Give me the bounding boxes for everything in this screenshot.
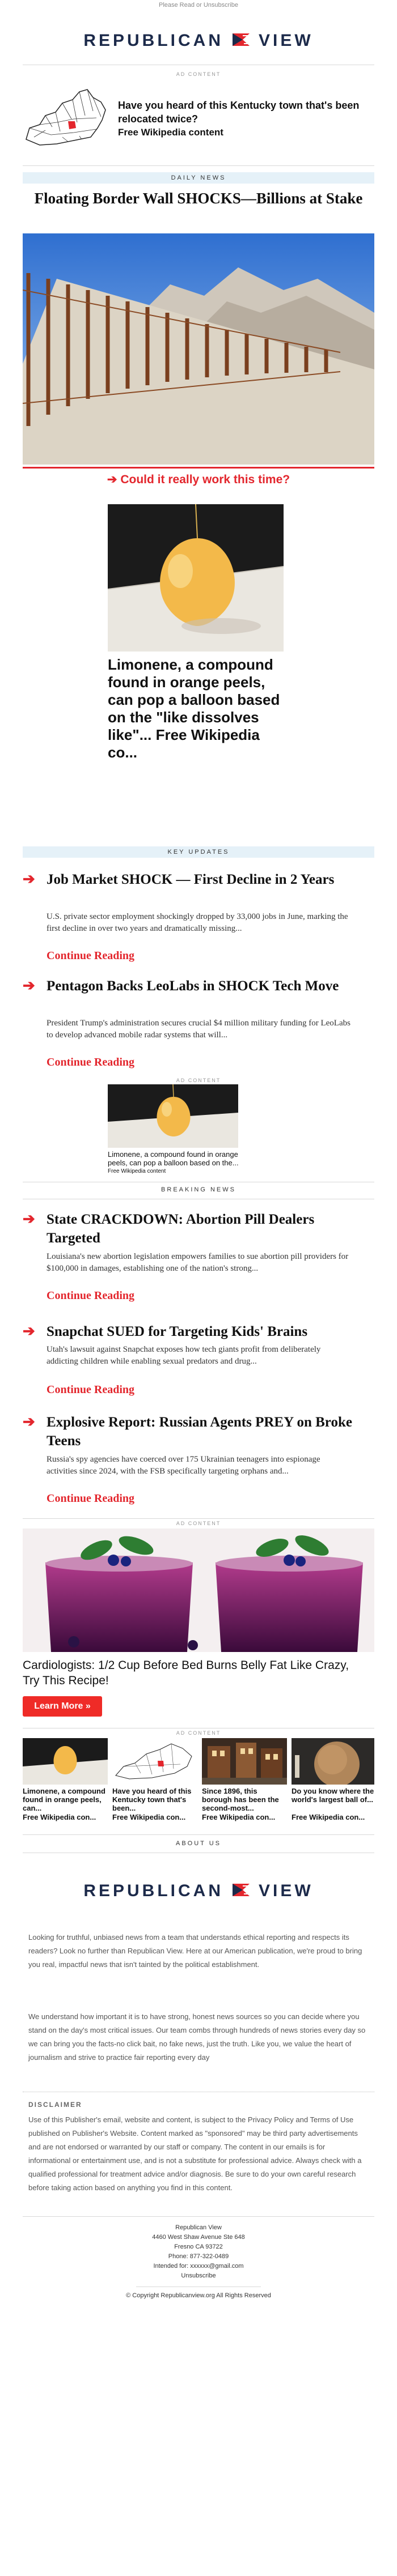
news-item-title[interactable]: Explosive Report: Russian Agents PREY on Broke Teens: [47, 1415, 352, 1449]
ad-grid-caption[interactable]: Have you heard of this Kentucky town that's been...: [112, 1787, 192, 1812]
footer-phone: Phone: 877-322-0489: [168, 2253, 229, 2260]
news-item-body: President Trump's administration secures crucial $4 million military funding for LeoLabs to develop advanced mobile radar systems that will...: [47, 1019, 350, 1040]
section-band-key-updates: KEY UPDATES: [23, 846, 374, 858]
disclaimer-text: Use of this Publisher's email, website and content, is subject to the Privacy Policy and Terms of Use published on Publisher's Website. Content marked as "sponsored" may be third party advertisements and are not endorsed or warranted by our staff or company. The content in our emails is for informational or entertainment use, and is not a substitute for professional advice. Always check with a qualified professional for treatment advice and/or diagnosis. Be sure to do your own careful research before taking action based on anything you find in this content.: [28, 2115, 362, 2192]
footer-name: Republican View: [175, 2224, 222, 2231]
about-paragraph: Looking for truthful, unbiased news from a team that understands ethical reporting and respects its readers? Look no further than Republican View. Here at our American publication, we're proud to bring you real, impactful news that isn't tainted by the political establishment.: [28, 1933, 362, 1969]
logo-word-right: VIEW: [259, 1881, 314, 1900]
ad-grid-sponsor: Free Wikipedia con...: [112, 1813, 186, 1821]
divider: [23, 2216, 374, 2217]
footer-address-block: [23, 2223, 374, 2281]
ad-grid-card[interactable]: [23, 1738, 108, 1829]
news-item-body: U.S. private sector employment shockingly dropped by 33,000 jobs in June, marking the first decline in over two years and dramatically missing...: [47, 912, 348, 933]
news-item-title[interactable]: Job Market SHOCK — First Decline in 2 Years: [47, 872, 335, 887]
news-item-body: Louisiana's new abortion legislation empowers families to sue abortion pill providers for $100,000 in damages, establishing one of the nation's strong...: [47, 1252, 349, 1273]
footer-logo[interactable]: [23, 1881, 374, 1901]
limonene-large-image[interactable]: [108, 504, 284, 652]
arrow-right-icon: ➔: [23, 977, 35, 994]
arrow-right-icon: ➔: [107, 473, 117, 486]
divider: [23, 1518, 374, 1519]
ad-label: AD CONTENT: [176, 1730, 221, 1736]
learn-more-button[interactable]: Learn More »: [23, 1696, 102, 1717]
ad-grid-caption[interactable]: Do you know where the world's largest ball of...: [292, 1787, 374, 1804]
footer-address-line: 4460 West Shaw Avenue Ste 648: [152, 2234, 245, 2241]
hero-title[interactable]: Floating Border Wall SHOCKS—Billions at Stake: [34, 190, 363, 207]
news-item-title[interactable]: State CRACKDOWN: Abortion Pill Dealers Targeted: [47, 1212, 315, 1246]
about-paragraph: We understand how important it is to have strong, honest news sources so you can decide where you stand on the day's most critical issues. Our team combs through hundreds of news stories every day so we can bring you the facts-no click bait, no fake news, just the truth. Like you, we value the heart of journalism and strive to practice fair reporting every day: [28, 2012, 366, 2062]
footer-intended: Intended for: xxxxxx@gmail.com: [153, 2263, 244, 2270]
ad-grid-image[interactable]: [202, 1738, 287, 1785]
ad-grid-caption[interactable]: Since 1896, this borough has been the second-most...: [202, 1787, 279, 1812]
continue-reading-link[interactable]: Continue Reading: [47, 1289, 135, 1302]
divider: [23, 165, 374, 166]
hero-cta-text: Could it really work this time?: [120, 473, 290, 486]
continue-reading-link[interactable]: Continue Reading: [47, 949, 135, 962]
hero-cta-link[interactable]: [23, 472, 374, 487]
continue-reading-link[interactable]: Continue Reading: [47, 1383, 135, 1396]
header-logo[interactable]: [23, 31, 374, 51]
arrow-right-icon: ➔: [23, 870, 35, 887]
ad-grid-image[interactable]: [112, 1738, 197, 1785]
ad-grid-card[interactable]: [202, 1738, 287, 1829]
limonene-small-image[interactable]: [108, 1084, 238, 1148]
email-body: [23, 0, 374, 2576]
news-item-body: Utah's lawsuit against Snapchat exposes how tech giants profit from deliberately addicting children while enabling sexual predators and drug...: [47, 1345, 321, 1366]
ad-grid-sponsor: Free Wikipedia con...: [292, 1813, 365, 1821]
ad-sponsor: Free Wikipedia content: [118, 127, 223, 138]
ad-headline[interactable]: Have you heard of this Kentucky town that's been relocated twice?: [118, 100, 360, 125]
news-item-title[interactable]: Snapchat SUED for Targeting Kids' Brains: [47, 1324, 308, 1339]
unsubscribe-link[interactable]: Unsubscribe: [181, 2272, 216, 2279]
ad-grid-card[interactable]: [112, 1738, 197, 1829]
ad4-headline[interactable]: Cardiologists: 1/2 Cup Before Bed Burns Belly Fat Like Crazy, Try This Recipe!: [23, 1659, 349, 1687]
logo-word-left: REPUBLICAN: [83, 1881, 223, 1900]
ad3-sponsor: Free Wikipedia content: [108, 1168, 166, 1174]
news-item-body: Russia's spy agencies have coerced over 175 Ukrainian teenagers into espionage activities since 2024, with the FSB specifically targeting orphans and...: [47, 1455, 320, 1476]
logo-word-left: REPUBLICAN: [83, 31, 223, 50]
ad3-caption[interactable]: Limonene, a compound found in orange peels, can pop a balloon based on the...: [108, 1150, 239, 1167]
divider: [23, 1834, 374, 1835]
footer-address-line: Fresno CA 93722: [174, 2243, 223, 2250]
hero-underline: [23, 467, 374, 469]
ad-grid-sponsor: Free Wikipedia con...: [202, 1813, 276, 1821]
section-label-breaking-news: BREAKING NEWS: [161, 1186, 236, 1193]
logo-word-right: VIEW: [259, 31, 314, 50]
ad-grid-sponsor: Free Wikipedia con...: [23, 1813, 96, 1821]
ad-label: AD CONTENT: [176, 1521, 221, 1526]
continue-reading-link[interactable]: Continue Reading: [47, 1492, 135, 1505]
section-label-about-us: ABOUT US: [175, 1840, 222, 1847]
top-notice[interactable]: Please Read or Unsubscribe: [158, 2, 239, 8]
arrow-right-icon: ➔: [23, 1210, 35, 1227]
ad-label: AD CONTENT: [176, 71, 221, 77]
news-item-title[interactable]: Pentagon Backs LeoLabs in SHOCK Tech Move: [47, 978, 339, 994]
arrow-right-icon: ➔: [23, 1322, 35, 1339]
ad-grid-image[interactable]: [292, 1738, 374, 1785]
disclaimer-label: DISCLAIMER: [28, 2101, 82, 2109]
arrow-right-icon: ➔: [23, 1413, 35, 1430]
ad2-caption[interactable]: Limonene, a compound found in orange peels, can pop a balloon based on the "like dissolves like"... Free Wikipedia co...: [108, 656, 280, 761]
hero-image[interactable]: [23, 233, 374, 465]
flag-icon: [231, 1883, 251, 1900]
ad-kentucky[interactable]: [23, 79, 374, 159]
kentucky-map-image[interactable]: [23, 83, 108, 153]
section-band-daily-news: DAILY NEWS: [23, 172, 374, 184]
ad-grid-card[interactable]: [292, 1738, 374, 1829]
ad-grid-image[interactable]: [23, 1738, 108, 1785]
beet-drink-image[interactable]: [23, 1528, 374, 1652]
ad-label: AD CONTENT: [176, 1078, 221, 1083]
divider: [23, 2092, 374, 2093]
flag-icon: [231, 32, 251, 50]
ad-grid-caption[interactable]: Limonene, a compound found in orange peels, can...: [23, 1787, 105, 1812]
footer-copyright: © Copyright Republicanview.org All Rights Reserved: [126, 2292, 271, 2299]
continue-reading-link[interactable]: Continue Reading: [47, 1056, 135, 1068]
